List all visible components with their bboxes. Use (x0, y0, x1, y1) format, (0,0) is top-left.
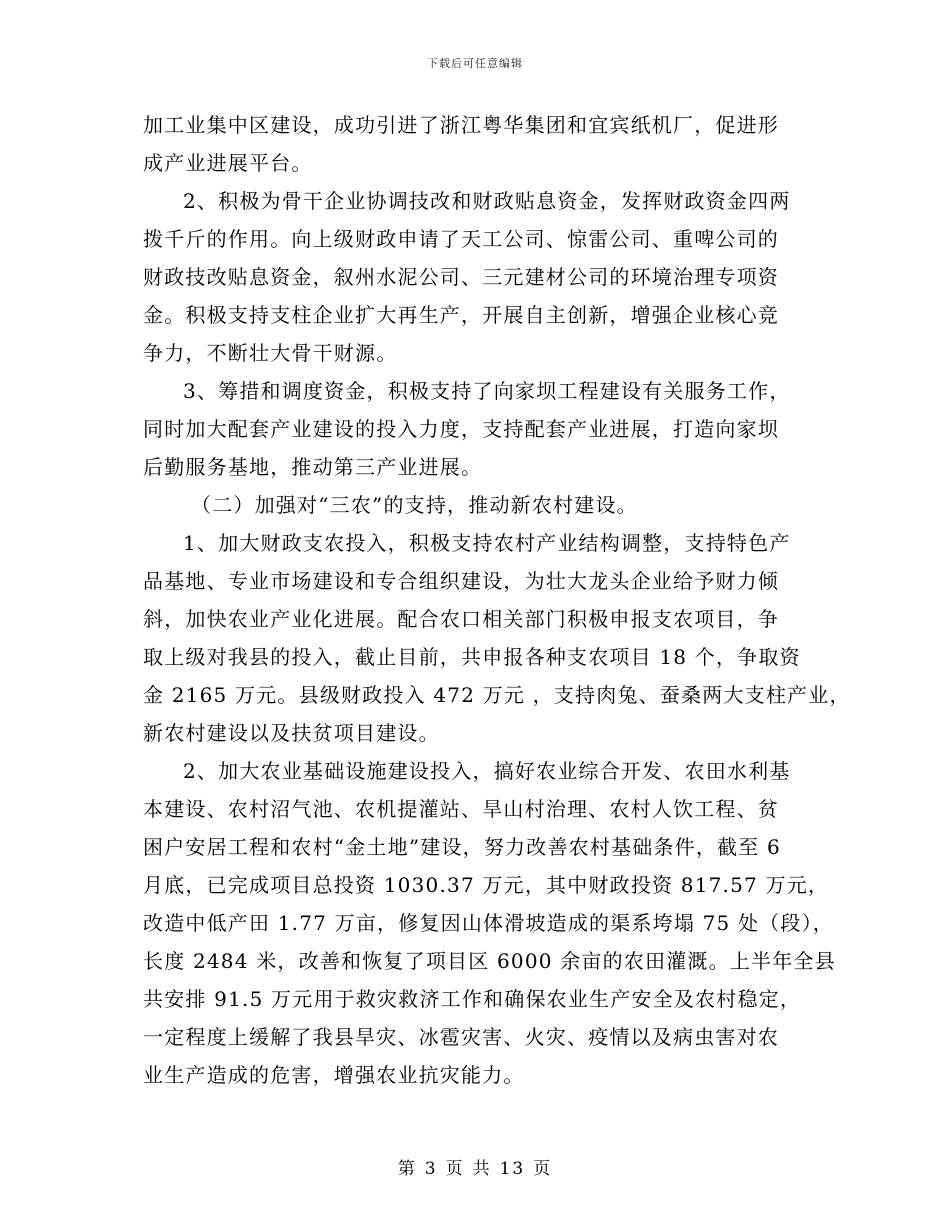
paragraph-line: 本建设、农村沼气池、农机提灌站、旱山村治理、农村人饮工程、贫 (143, 797, 779, 821)
page-number: 3 (424, 1159, 438, 1179)
section-heading: （二）加强对“三农”的支持，推动新农村建设。 (191, 493, 638, 517)
total-label: 共 (472, 1159, 492, 1179)
paragraph-line: 共安排 91.5 万元用于救灾救济工作和确保农业生产安全及农村稳定， (143, 987, 802, 1011)
paragraph-line: 金 2165 万元。县级财政投入 472 万元 ，支持肉兔、蚕桑两大支柱产业， (143, 683, 851, 707)
paragraph-line: 1、加大财政支农投入，积极支持农村产业结构调整，支持特色产 (183, 531, 791, 555)
paragraph-line: 3、筹措和调度资金，积极支持了向家坝工程建设有关服务工作， (183, 379, 791, 403)
paragraph-line: 加工业集中区建设，成功引进了浙江粤华集团和宜宾纸机厂，促进形 (143, 113, 779, 137)
paragraph-line: 业生产造成的危害，增强农业抗灾能力。 (143, 1063, 525, 1087)
paragraph-line: 后勤服务基地，推动第三产业进展。 (143, 455, 483, 479)
paragraph-line: 斜，加快农业产业化进展。配合农口相关部门积极申报支农项目，争 (143, 607, 779, 631)
paragraph-line: 金。积极支持支柱企业扩大再生产，开展自主创新，增强企业核心竞 (143, 303, 779, 327)
page-footer (0, 1154, 950, 1179)
paragraph-line: 一定程度上缓解了我县旱灾、冰雹灾害、火灾、疫情以及病虫害对农 (143, 1025, 779, 1049)
paragraph-line: 拨千斤的作用。向上级财政申请了天工公司、惊雷公司、重啤公司的 (143, 227, 779, 251)
paragraph-line: 财政技改贴息资金，叙州水泥公司、三元建材公司的环境治理专项资 (143, 265, 779, 289)
page-label: 第 (397, 1159, 417, 1179)
paragraph-line: 困户安居工程和农村“金土地”建设，努力改善农村基础条件，截至 6 (143, 835, 781, 859)
paragraph-line: 改造中低产田 1.77 万亩，修复因山体滑坡造成的渠系垮塌 75 处（段）， (143, 911, 835, 935)
paragraph-line: 取上级对我县的投入，截止目前，共申报各种支农项目 18 个，争取资 (143, 645, 801, 669)
paragraph-line: 2、积极为骨干企业协调技改和财政贴息资金，发挥财政资金四两 (183, 189, 791, 213)
paragraph-line: 月底，已完成项目总投资 1030.37 万元，其中财政投资 817.57 万元， (143, 873, 830, 897)
paragraph-line: 品基地、专业市场建设和专合组织建设，为壮大龙头企业给予财力倾 (143, 569, 779, 593)
page-unit: 页 (445, 1159, 465, 1179)
total-pages: 13 (499, 1159, 526, 1179)
header-note: 下载后可任意编辑 (427, 57, 523, 70)
paragraph-line: 长度 2484 米，改善和恢复了项目区 6000 余亩的农田灌溉。上半年全县 (143, 949, 836, 973)
total-unit: 页 (533, 1159, 553, 1179)
paragraph-line: 成产业进展平台。 (143, 151, 313, 175)
paragraph-line: 新农村建设以及扶贫项目建设。 (143, 721, 440, 745)
paragraph-line: 2、加大农业基础设施建设投入，搞好农业综合开发、农田水利基 (183, 759, 791, 783)
paragraph-line: 争力，不断壮大骨干财源。 (143, 341, 398, 365)
paragraph-line: 同时加大配套产业建设的投入力度，支持配套产业进展，打造向家坝 (143, 417, 779, 441)
document-body (143, 106, 851, 1094)
